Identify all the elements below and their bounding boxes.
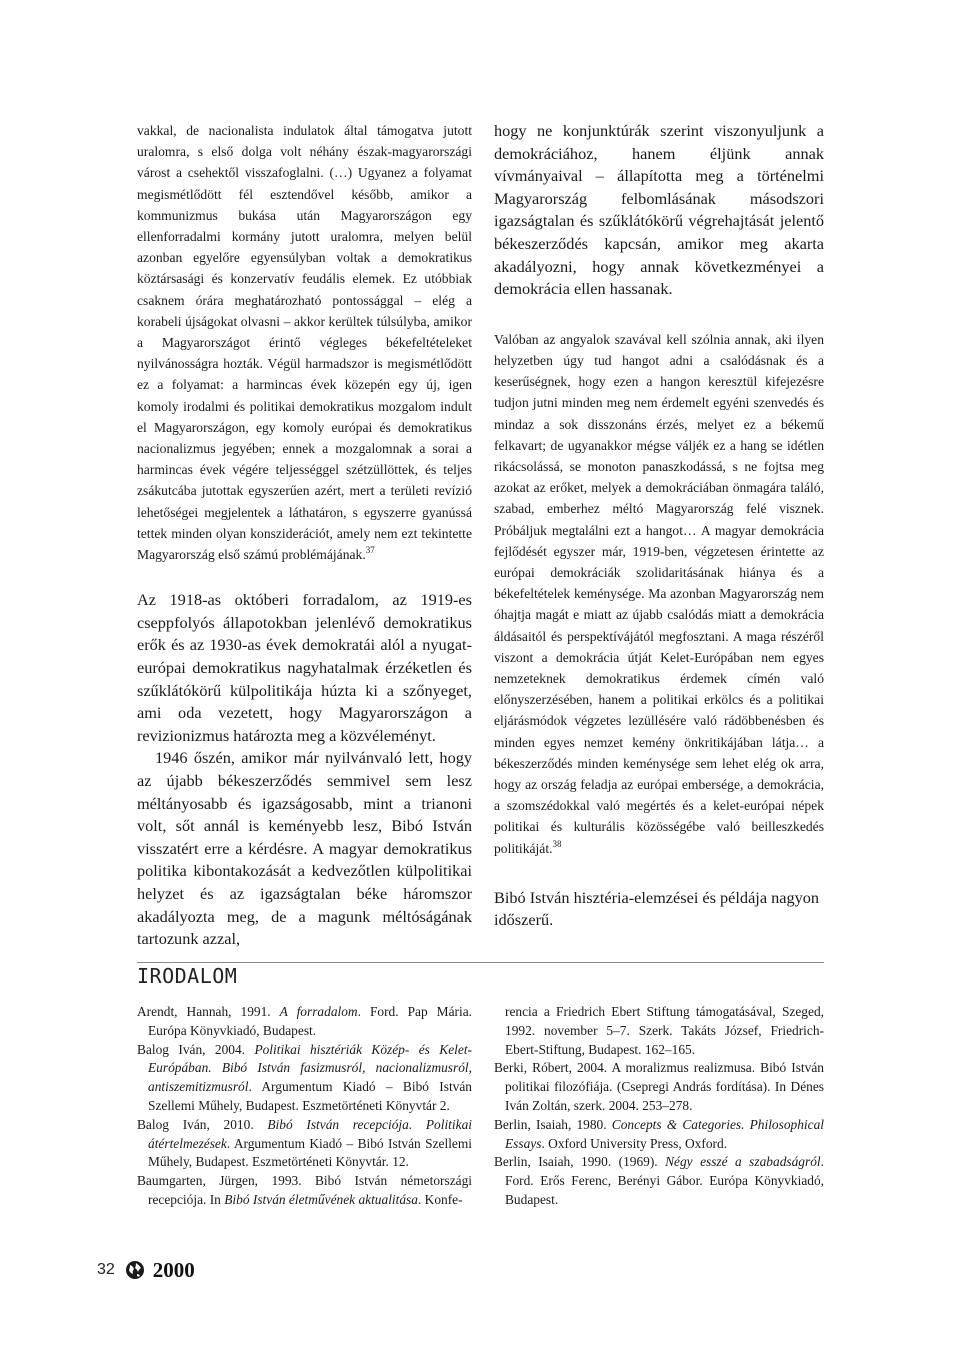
reference-item: Berlin, Isaiah, 1980. Concepts & Categories. Philosophical Essays. Oxford University Press, Oxford.: [494, 1116, 825, 1151]
reference-item: Berki, Róbert, 2004. A moralizmus realizmusa. Bibó István politikai filozófiája. (Csepregi András fordítása). In Dénes Iván Zoltán, szerk. 2004. 253–278.: [494, 1060, 824, 1113]
reference-item: Baumgarten, Jürgen, 1993. Bibó István németországi recepciója. In Bibó István életművének aktualitása. Konfe-: [137, 1173, 472, 1207]
reference-item: Balog Iván, 2004. Politikai hisztériák Közép- és Kelet-Európában. Bibó István fasizmusról, nacionalizmusról, antiszemitizmusról. Argumentum Kiadó – Bibó István Szellemi Műhely, Budapest. Eszmetörténeti Könyvtár 2.: [137, 1041, 472, 1113]
journal-logo: 2000: [152, 1257, 195, 1282]
footnote-ref[interactable]: 37: [365, 545, 375, 556]
body-paragraph: 1946 őszén, amikor már nyilvánvaló lett, hogy az újabb békeszerződés semmivel sem lesz méltányosabb és igazságosabb, mint a trianoni volt, sőt annál is keményebb lesz, Bibó István visszatért erre a kérdésre. A magyar demokratikus politika kibontakozását a kedvezőtlen külpolitikai helyzet és az igazságtalan béke háromszor akadályozta meg, de a magunk méltóságának tartozunk azzal,: [137, 748, 472, 949]
reference-continuation: rencia a Friedrich Ebert Stiftung támogatásával, Szeged, 1992. november 5–7. Szerk. Takáts József, Friedrich-Ebert-Stiftung, Budapest. 162–165.: [505, 1004, 824, 1057]
right-column: [494, 120, 824, 932]
reference-item: Berlin, Isaiah, 1990. (1969). Négy esszé a szabadságról. Ford. Erős Ferenc, Berényi Gábor. Európa Könyvkiadó, Budapest.: [494, 1154, 824, 1207]
references-heading: IRODALOM: [137, 964, 238, 988]
section-divider: [137, 962, 824, 963]
page-number: 32: [97, 1261, 115, 1278]
references-left: [137, 1003, 472, 1210]
paragraph-text: vakkal, de nacionalista indulatok által támogatva jutott uralomra, s első dolga volt néhány észak-magyarországi várost a csehektől visszafoglalni. (…) Ugyanez a folyamat megismétlődött fél esztendővel később, amikor a kommunizmus bukása után Magyarországon egy ellenforradalmi kormány jutott uralomra, melyen belül azonban egyelőre egyensúlyban voltak a demokratikus köztársasági és konzervatív feudális elemek. Ez utóbbiak csaknem órára meghatározható pontossággal – elég a korabeli újságokat olvasni – akkor kerültek túlsúlyba, amikor a Magyarországot érintő végleges békefeltételeket nyilvánosságra hozták. Végül harmadszor is megismétlődött ez a folyamat: a harmincas évek közepén egy új, igen komoly irodalmi és politikai demokratikus mozgalom indult el Magyarországon, egy komoly európai és demokratikus nacionalizmus jegyében; ennek a mozgalomnak a sorai a harmincas évek végére teljességgel szétzüllöttek, és teljes zsákutcába jutottak egyszerűen azért, mert a területi revízió lehetőségei megjelentek a láthatáron, s egyszerre gyanússá tettek minden olyan konsziderációt, amely nem ezt tekintette Magyarország első számú problémájának.: [137, 123, 472, 563]
quote-paragraph: [494, 329, 824, 859]
body-paragraph: Az 1918-as októberi forradalom, az 1919-es cseppfolyós állapotokban jelenlévő demokratikus erők és az 1930-as évek demokratái alól a nyugat-európai demokratikus nagyhatalmak érzéketlen és szűklátókörű külpolitikája húzta ki a szőnyeget, ami oda vezetett, hogy Magyarországon a revizionizmus határozta meg a közvéleményt.: [137, 590, 472, 745]
references-right: [494, 1003, 824, 1210]
reference-item: Arendt, Hannah, 1991. A forradalom. Ford. Pap Mária. Európa Könyvkiadó, Budapest.: [137, 1004, 472, 1038]
reference-item: Balog Iván, 2010. Bibó István recepciója. Politikai átértelmezések. Argumentum Kiadó – Bibó István Szellemi Műhely, Budapest. Eszmetörténeti Könyvtár. 12.: [137, 1116, 472, 1170]
left-column: [137, 120, 472, 951]
body-paragraph: [137, 120, 472, 565]
footnote-ref[interactable]: 38: [552, 838, 562, 849]
globe-icon: [125, 1260, 145, 1280]
paragraph-text: Valóban az angyalok szavával kell szólnia annak, aki ilyen helyzetben úgy tud hangot adni a csalódásnak és a keserűségnek, hogy ezen a hangon keresztül kifejezésre tudjon jutni minden meg nem érdemelt egyéni szenvedés és mindaz a sok disszonáns érzés, melyet ez a békemű felkavart; de ugyanakkor mégse váljék ez a hang se idétlen rikácsolássá, se monoton panaszkodássá, s ne fojtsa meg azokat az erőket, melyek a demokráciában önmagára találó, szabad, emberhez méltó Magyarország felé visznek. Próbáljuk megtalálni ezt a hangot… A magyar demokrácia fejlődését egyszer már, 1919-ben, végzetesen érintette az európai demokráciák szolidaritásának hiánya és a békefeltételek keménysége. Ma azonban Magyarország nem óhajtja magát e miatt az újabb csalódás miatt a demokrácia áldásaitól és perspektívájától megfosztani. A maga részéről viszont a demokrácia útját Kelet-Európában nem egyes nemzeteknek demokratikus érdemek címén való előnyszerzésében, hanem a politikai erkölcs és a politikai eljárásmódok végzetes lezüllésére való rádöbbenésben és minden egyes nemzet kemény önkritikájában látja… a békeszerződés minden keménysége sem lehet elég ok arra, hogy az ország feladja az európai embersége, a demokrácia, a szomszédokkal való megértés és a kelet-európai népek politikai és kulturális közösségébe való beilleszkedés politikáját.: [494, 331, 824, 856]
body-paragraph: Bibó István hisztéria-elemzései és példája nagyon időszerű.: [494, 887, 820, 930]
body-paragraph: hogy ne konjunktúrák szerint viszonyuljunk a demokráciához, hanem éljünk annak vívmányaival – állapította meg a történelmi Magyarország felbomlásának másodszori igazságtalan és szűklátókörű végrehajtását jelentő békeszerződés kapcsán, amikor meg akarta akadályozni, hogy annak következményei a demokrácia ellen hassanak.: [494, 121, 824, 299]
page-footer: [97, 1258, 195, 1282]
